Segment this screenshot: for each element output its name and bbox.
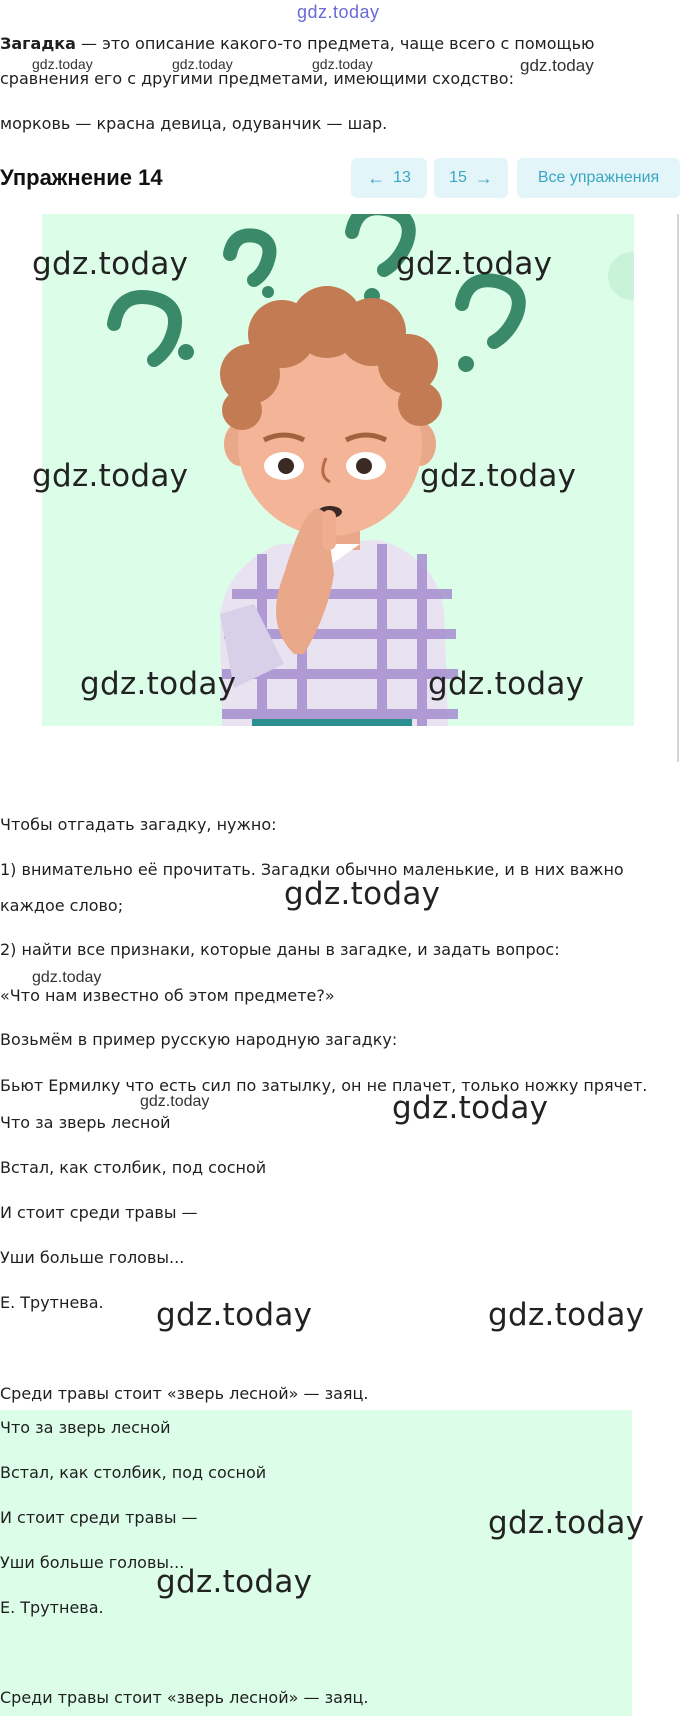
body-line-2a: 1) внимательно её прочитать. Загадки обычно маленькие, и в них важно xyxy=(0,860,624,879)
watermark-large: gdz.today xyxy=(156,1564,313,1600)
intro-definition-line2: сравнения его с другими предметами, имеющими сходство: xyxy=(0,69,514,88)
body-line-6: Бьют Ермилку что есть сил по затылку, он не плачет, только ножку прячет. xyxy=(0,1076,648,1095)
arrow-left-icon: ← xyxy=(367,167,386,188)
watermark-small: gdz.today xyxy=(32,969,102,986)
body-line-4: «Что нам известно об этом предмете?» xyxy=(0,986,335,1005)
watermark-large: gdz.today xyxy=(396,246,553,282)
watermark-large: gdz.today xyxy=(32,246,189,282)
poem-line-4: Уши больше головы... xyxy=(0,1248,185,1267)
poem-line-2: Встал, как столбик, под сосной xyxy=(0,1158,267,1177)
watermark-large: gdz.today xyxy=(32,458,189,494)
watermark-large: gdz.today xyxy=(428,666,585,702)
watermark-top: gdz.today xyxy=(297,2,380,22)
body-line-1: Чтобы отгадать загадку, нужно: xyxy=(0,815,277,834)
intro-definition-text: — это описание какого-то предмета, чаще всего с помощью xyxy=(75,34,595,53)
next-exercise-label: 15 xyxy=(449,169,467,186)
answer-poem-line-2: Встал, как столбик, под сосной xyxy=(0,1463,267,1482)
watermark-large: gdz.today xyxy=(284,876,441,912)
answer-poem-author: Е. Трутнева. xyxy=(0,1598,104,1617)
answer-poem-line-1: Что за зверь лесной xyxy=(0,1418,171,1437)
watermark-small: gdz.today xyxy=(520,56,594,75)
next-exercise-button[interactable] xyxy=(434,158,508,198)
watermark-small: gdz.today xyxy=(140,1093,210,1110)
intro-examples: морковь — красна девица, одуванчик — шар. xyxy=(0,114,388,133)
watermark-large: gdz.today xyxy=(80,666,237,702)
watermark-large: gdz.today xyxy=(392,1090,549,1126)
exercise-title: Упражнение 14 xyxy=(0,165,163,190)
intro-term: Загадка xyxy=(0,34,76,53)
watermark-small: gdz.today xyxy=(312,56,373,72)
body-line-5: Возьмём в пример русскую народную загадку: xyxy=(0,1030,398,1049)
watermark-large: gdz.today xyxy=(488,1297,645,1333)
answer-poem-line-4: Уши больше головы... xyxy=(0,1553,185,1572)
intro-definition-line1 xyxy=(0,34,594,54)
body-line-2b: каждое слово; xyxy=(0,896,124,915)
watermark-small: gdz.today xyxy=(32,56,93,72)
poem-line-1: Что за зверь лесной xyxy=(0,1113,171,1132)
answer-poem-line-3: И стоит среди травы — xyxy=(0,1508,198,1527)
body-line-3: 2) найти все признаки, которые даны в загадке, и задать вопрос: xyxy=(0,940,560,959)
answer-box-answer: Среди травы стоит «зверь лесной» — заяц. xyxy=(0,1688,369,1707)
watermark-large: gdz.today xyxy=(156,1297,313,1333)
prev-exercise-label: 13 xyxy=(393,169,411,186)
watermark-small: gdz.today xyxy=(172,56,233,72)
all-exercises-button[interactable] xyxy=(517,158,680,198)
watermark-large: gdz.today xyxy=(488,1505,645,1541)
body-answer: Среди травы стоит «зверь лесной» — заяц. xyxy=(0,1384,369,1403)
scrollbar-track[interactable] xyxy=(677,214,679,762)
watermark-large: gdz.today xyxy=(420,458,577,494)
poem-line-3: И стоит среди травы — xyxy=(0,1203,198,1222)
prev-exercise-button[interactable] xyxy=(351,158,427,198)
poem-author: Е. Трутнева. xyxy=(0,1293,104,1312)
all-exercises-label: Все упражнения xyxy=(537,169,660,186)
arrow-right-icon: → xyxy=(474,167,493,188)
